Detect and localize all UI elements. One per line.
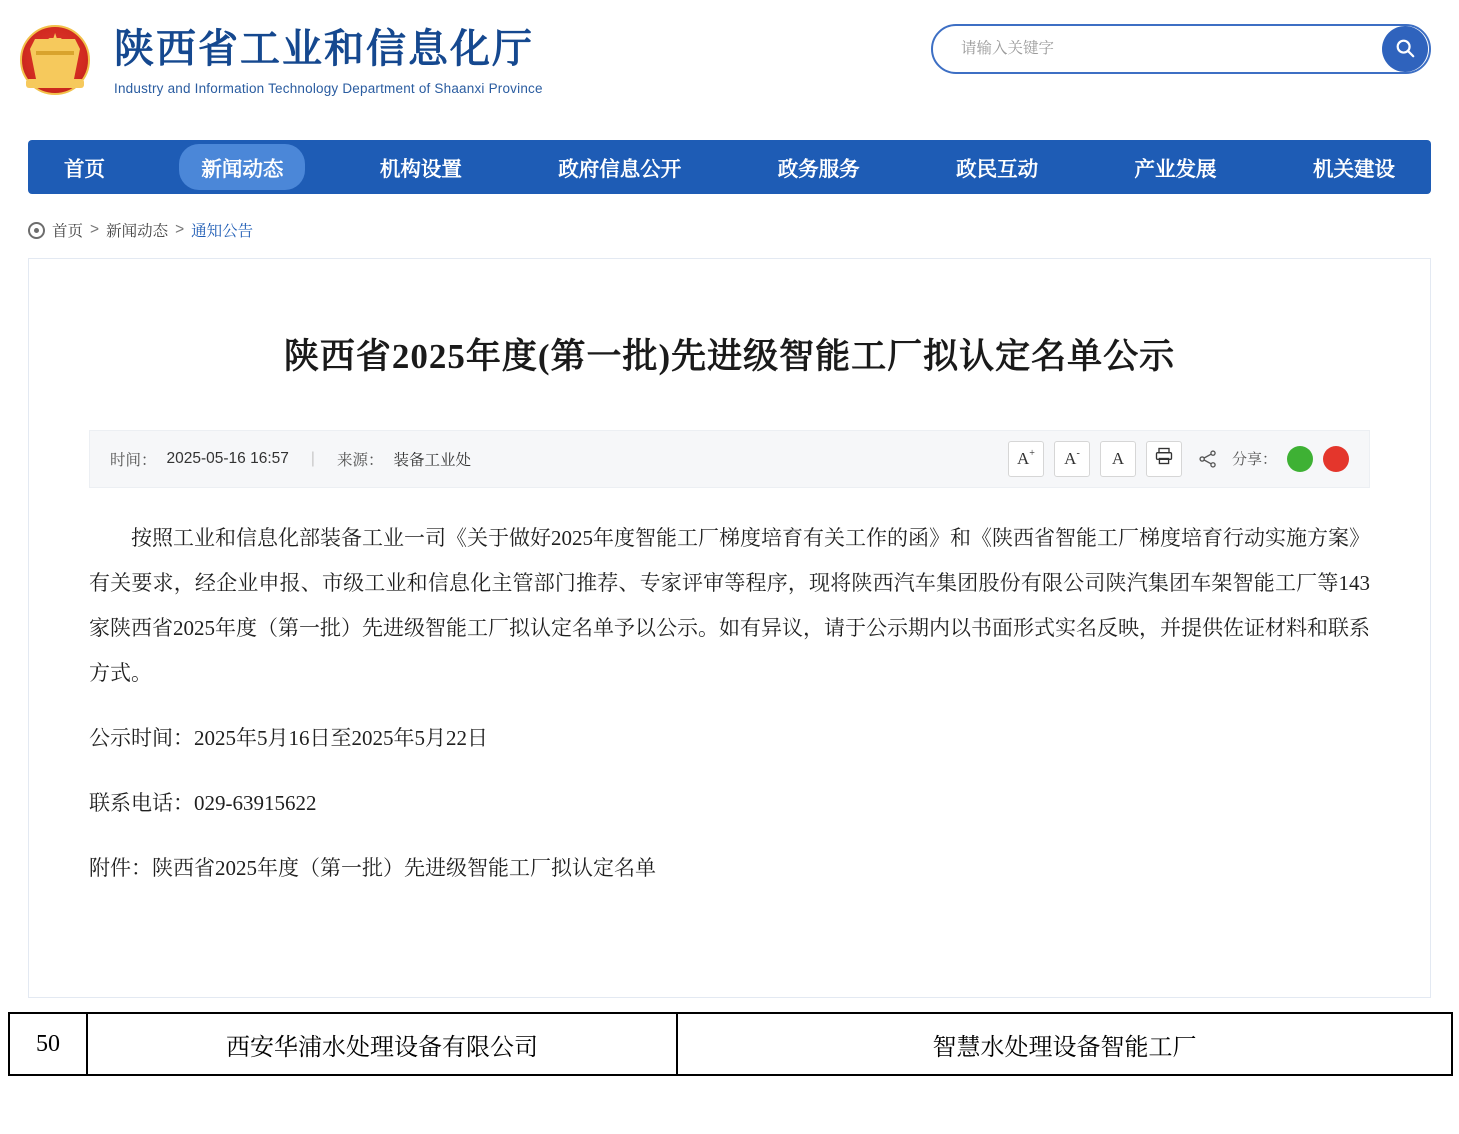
nav-item-4[interactable]: 政务服务 <box>777 158 860 181</box>
nav-item-0[interactable]: 首页 <box>64 158 105 181</box>
meta-source-value: 装备工业处 <box>393 451 471 469</box>
font-size-normal-button[interactable] <box>1100 441 1136 477</box>
search-icon <box>1394 37 1416 62</box>
site-title-block <box>114 24 543 96</box>
breadcrumb-current[interactable]: 通知公告 <box>191 223 254 240</box>
meta-divider: | <box>310 449 315 467</box>
article-paragraph-0: 按照工业和信息化部装备工业一司《关于做好2025年度智能工厂梯度培育有关工作的函》和《陕西省智能工厂梯度培育行动实施方案》有关要求，经企业申报、市级工业和信息化主管部门推荐、专家评审等程序，现将陕西汽车集团股份有限公司陕汽集团车架智能工厂等143家陕西省2025年度（第一批）先进级智能工厂拟认定名单予以公示。如有异议，请于公示期内以书面形式实名反映，并提供佐证材料和联系方式。 <box>89 525 1370 685</box>
main-nav <box>28 140 1431 194</box>
meta-source-label: 来源： <box>336 451 384 469</box>
breadcrumb <box>28 208 1431 252</box>
share-network-icon <box>1198 449 1218 469</box>
table-row <box>9 1013 1452 1075</box>
nav-item-5[interactable]: 政民互动 <box>956 158 1039 181</box>
breadcrumb-separator-1: > <box>90 221 100 238</box>
nav-item-7[interactable]: 机关建设 <box>1312 158 1395 181</box>
search-input[interactable] <box>959 39 1382 59</box>
article-body <box>89 516 1370 892</box>
table-cell-no: 50 <box>9 1013 87 1075</box>
national-emblem-icon <box>16 21 94 99</box>
nav-item-6[interactable]: 产业发展 <box>1134 158 1217 181</box>
nav-item-3[interactable]: 政府信息公开 <box>558 158 682 181</box>
font-large-sup: + <box>1029 448 1035 459</box>
weibo-share-icon[interactable] <box>1323 446 1349 472</box>
location-pin-icon <box>28 222 45 239</box>
breadcrumb-section[interactable]: 新闻动态 <box>106 223 169 240</box>
nav-item-1[interactable]: 新闻动态 <box>179 144 305 190</box>
article-paragraph-1: 公示时间：2025年5月16日至2025年5月22日 <box>89 726 488 751</box>
font-small-label: A <box>1064 448 1077 468</box>
nav-item-2[interactable]: 机构设置 <box>379 158 462 181</box>
font-large-label: A <box>1017 448 1030 468</box>
page-title: 陕西省2025年度(第一批)先进级智能工厂拟认定名单公示 <box>283 337 1176 376</box>
breadcrumb-home[interactable]: 首页 <box>52 223 84 240</box>
article-meta-bar <box>89 430 1370 488</box>
breadcrumb-separator-2: > <box>175 221 185 238</box>
wechat-share-icon[interactable] <box>1287 446 1313 472</box>
meta-time-label: 时间： <box>110 451 157 469</box>
table-cell-factory: 智慧水处理设备智能工厂 <box>677 1013 1452 1075</box>
article-card <box>28 258 1431 998</box>
font-size-decrease-button[interactable] <box>1054 441 1090 477</box>
site-title-en: Industry and Information Technology Department of Shaanxi Province <box>114 81 543 96</box>
printer-icon <box>1154 446 1174 471</box>
site-header <box>0 0 1459 120</box>
search-button[interactable] <box>1382 26 1428 72</box>
print-button[interactable] <box>1146 441 1182 477</box>
share-label: 分享： <box>1231 451 1277 468</box>
font-small-sup: - <box>1076 448 1080 459</box>
search-box[interactable] <box>931 24 1431 74</box>
meta-time-value: 2025-05-16 16:57 <box>166 449 289 467</box>
article-paragraph-3: 附件：陕西省2025年度（第一批）先进级智能工厂拟认定名单 <box>89 856 656 881</box>
table-cell-company: 西安华浦水处理设备有限公司 <box>87 1013 677 1075</box>
font-size-increase-button[interactable] <box>1008 441 1044 477</box>
site-title-cn: 陕西省工业和信息化厅 <box>114 26 534 71</box>
font-normal-label: A <box>1111 448 1125 468</box>
attachment-table <box>8 1012 1453 1076</box>
article-paragraph-2: 联系电话：029-63915622 <box>89 791 317 816</box>
